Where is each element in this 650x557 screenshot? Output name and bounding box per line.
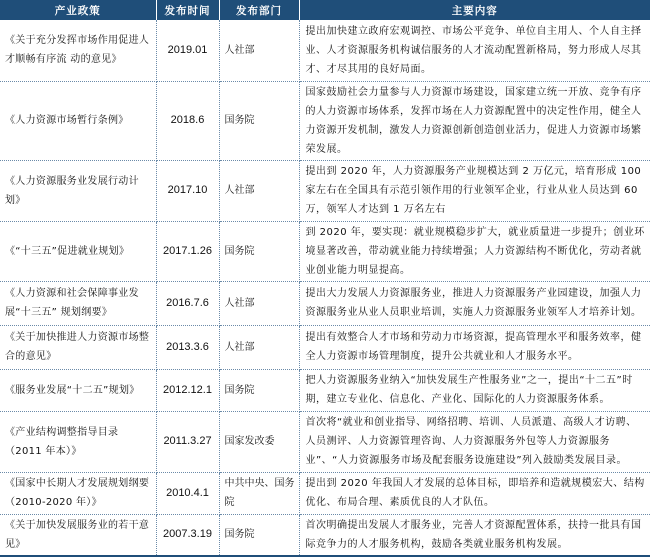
row-time: 2013.3.6 (156, 325, 219, 369)
row-policy: 《关于加快发展服务业的若干意见》 (0, 514, 156, 556)
row-dept: 国务院 (219, 81, 299, 160)
row-policy: 《关于充分发挥市场作用促进人才顺畅有序流 动的意见》 (0, 20, 156, 81)
row-policy: 《国家中长期人才发展规划纲要（2010-2020 年）》 (0, 472, 156, 514)
row-time: 2017.1.26 (156, 221, 219, 281)
header-time: 发布时间 (156, 0, 219, 20)
table-row (0, 81, 650, 160)
row-content: 把人力资源服务业纳入“加快发展生产性服务业”之一，提出“十二五”时期，建立专业化、信息化、产业化、国际化的人力资源服务体系。 (299, 369, 650, 411)
row-content: 首次将“就业和创业指导、网络招聘、培训、人员派遣、高级人才访聘、人员测评、人力资源管理咨询、人力资源服务外包等人力资源服务业”、“人力资源服务市场及配套服务设施建设”列入鼓励类发展目录。 (299, 411, 650, 472)
row-time: 2017.10 (156, 160, 219, 221)
table-row (0, 20, 650, 81)
row-policy: 《关于加快推进人力资源市场整合的意见》 (0, 325, 156, 369)
header-content: 主要内容 (299, 0, 650, 20)
row-content: 提出到 2020 年我国人才发展的总体目标，即培养和造就规模宏大、结构优化、布局合理、素质优良的人才队伍。 (299, 472, 650, 514)
row-dept: 人社部 (219, 20, 299, 81)
table-row (0, 325, 650, 369)
row-dept: 人社部 (219, 281, 299, 325)
row-time: 2007.3.19 (156, 514, 219, 556)
table-row (0, 281, 650, 325)
row-time: 2018.6 (156, 81, 219, 160)
row-content: 提出有效整合人才市场和劳动力市场资源，提高管理水平和服务效率，健全人力资源市场管理制度，提升公共就业和人才服务水平。 (299, 325, 650, 369)
row-content: 提出加快建立政府宏观调控、市场公平竞争、单位自主用人、个人自主择业、人才资源服务机构诚信服务的人才流动配置新格局，努力形成人尽其才、才尽其用的良好局面。 (299, 20, 650, 81)
table-row (0, 411, 650, 472)
row-dept: 国家发改委 (219, 411, 299, 472)
row-content: 提出到 2020 年，人力资源服务产业规模达到 2 万亿元，培育形成 100 家左右在全国具有示范引领作用的行业领军企业，行业从业人员达到 60 万，领军人才达到 1 万名左右 (299, 160, 650, 221)
row-content: 国家鼓励社会力量参与人力资源市场建设，国家建立统一开放、竞争有序的人力资源市场体系，发挥市场在人力资源配置中的决定性作用，健全人力资源开发机制，激发人力资源创新创造创业活力，促进人力资源市场繁荣发展。 (299, 81, 650, 160)
row-policy: 《“十三五”促进就业规划》 (0, 221, 156, 281)
row-policy: 《人力资源市场暂行条例》 (0, 81, 156, 160)
row-time: 2016.7.6 (156, 281, 219, 325)
row-dept: 国务院 (219, 221, 299, 281)
row-time: 2019.01 (156, 20, 219, 81)
row-policy: 《产业结构调整指导目录（2011 年本）》 (0, 411, 156, 472)
table-row (0, 221, 650, 281)
row-dept: 国务院 (219, 369, 299, 411)
header-policy: 产业政策 (0, 0, 156, 20)
table-header-row (0, 0, 650, 20)
row-dept: 中共中央、国务院 (219, 472, 299, 514)
row-dept: 国务院 (219, 514, 299, 556)
table-row (0, 160, 650, 221)
table-row (0, 369, 650, 411)
row-dept: 人社部 (219, 160, 299, 221)
row-time: 2012.12.1 (156, 369, 219, 411)
row-policy: 《服务业发展“十二五”规划》 (0, 369, 156, 411)
row-time: 2011.3.27 (156, 411, 219, 472)
row-policy: 《人力资源服务业发展行动计划》 (0, 160, 156, 221)
table-row (0, 514, 650, 556)
row-policy: 《人力资源和社会保障事业发展“十三五” 规划纲要》 (0, 281, 156, 325)
table-row (0, 472, 650, 514)
row-time: 2010.4.1 (156, 472, 219, 514)
row-dept: 人社部 (219, 325, 299, 369)
header-dept: 发布部门 (219, 0, 299, 20)
row-content: 提出大力发展人力资源服务业，推进人力资源服务产业园建设，加强人力资源服务业从业人员职业培训，实施人力资源服务业领军人才培养计划。 (299, 281, 650, 325)
row-content: 首次明确提出发展人才服务业，完善人才资源配置体系，扶持一批具有国际竞争力的人才服务机构，鼓励各类就业服务机构发展。 (299, 514, 650, 556)
row-content: 到 2020 年，要实现：就业规模稳步扩大，就业质量进一步提升；创业环境显著改善，带动就业能力持续增强；人力资源结构不断优化，劳动者就业创业能力明显提高。 (299, 221, 650, 281)
